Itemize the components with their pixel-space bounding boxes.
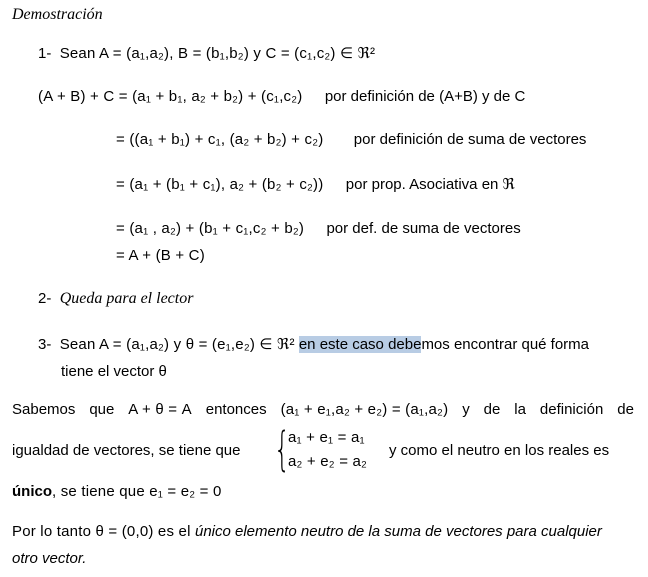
- proof-step-3-expr: = (a₁ + (b₁ + c₁), a₂ + (b₂ + c₂)): [116, 176, 324, 193]
- highlighted-text: en este caso debe: [298, 336, 422, 353]
- paragraph-4-italic: único elemento neutro de la suma de vectores para cualquier: [194, 523, 602, 540]
- paragraph-3-rest: , se tiene que e₁ = e₂ = 0: [52, 483, 222, 500]
- paragraph-4-line-2: [12, 549, 86, 569]
- proof-step-1-expr: (A + B) + C = (a₁ + b₁, a₂ + b₂) + (c₁,c₂): [38, 88, 303, 105]
- proof-step-3-reason: por prop. Asociativa en ℜ: [345, 176, 515, 193]
- heading: Demostración: [12, 6, 103, 23]
- paragraph-4-lead: Por lo tanto θ = (0,0) es el: [12, 523, 195, 540]
- proof-step-3: [116, 175, 515, 195]
- proof-step-1: [38, 87, 525, 107]
- para-1-word: de: [617, 401, 634, 418]
- para-1-math: A + θ = A: [128, 401, 192, 418]
- para-1-word: de: [483, 401, 501, 418]
- para-1-word: y: [462, 401, 470, 418]
- bold-word: único: [12, 483, 52, 500]
- paragraph-4-line-2-text: otro vector.: [12, 550, 87, 567]
- item-2-number: 2-: [38, 290, 52, 307]
- paragraph-2-lead: [12, 441, 241, 461]
- item-3-text-b: mos encontrar qué forma: [421, 336, 590, 353]
- proof-step-2-reason: por definición de suma de vectores: [353, 131, 587, 148]
- proof-step-2-expr: = ((a₁ + b₁) + c₁, (a₂ + b₂) + c₂): [116, 131, 324, 148]
- paragraph-2-lead-text: igualdad de vectores, se tiene que: [12, 442, 241, 459]
- paragraph-3: [12, 482, 222, 502]
- proof-step-4-expr: = (a₁ , a₂) + (b₁ + c₁,c₂ + b₂): [116, 220, 305, 237]
- item-2: [38, 289, 193, 309]
- proof-step-5: [116, 246, 205, 266]
- proof-step-4: [116, 219, 521, 239]
- paragraph-2-tail-text: y como el neutro en los reales es: [389, 442, 610, 459]
- left-brace-icon: {: [274, 422, 291, 476]
- proof-step-1-reason: por definición de (A+B) y de C: [324, 88, 526, 105]
- item-2-text: Queda para el lector: [59, 290, 194, 307]
- item-1-number: 1-: [38, 45, 52, 62]
- paragraph-2-tail: [389, 441, 609, 461]
- paragraph-4-line-1: [12, 522, 602, 542]
- para-1-word: definición: [539, 401, 604, 418]
- para-1-word: Sabemos: [12, 401, 76, 418]
- para-1-math: (a₁ + e₁,a₂ + e₂) = (a₁,a₂): [280, 401, 449, 418]
- item-1-text: Sean A = (a₁,a₂), B = (b₁,b₂) y C = (c₁,c₂) ∈ ℜ²: [59, 45, 376, 62]
- para-1-word: la: [514, 401, 526, 418]
- para-1-word: que: [89, 401, 115, 418]
- item-1: [38, 44, 375, 64]
- proof-step-4-reason: por def. de suma de vectores: [326, 220, 521, 237]
- system-equation-1: a₁ + e₁ = a₁: [288, 429, 365, 446]
- paragraph-1: [12, 400, 634, 420]
- item-3-line-2-text: tiene el vector θ: [61, 363, 167, 380]
- item-3-line-2: [61, 362, 167, 382]
- system-equation-2: a₂ + e₂ = a₂: [288, 453, 368, 470]
- proof-step-2: [116, 130, 586, 150]
- item-3-text-a: Sean A = (a₁,a₂) y θ = (e₁,e₂) ∈ ℜ²: [59, 336, 295, 353]
- equation-system: [274, 422, 384, 476]
- proof-step-5-expr: = A + (B + C): [116, 247, 205, 264]
- para-1-word: entonces: [205, 401, 267, 418]
- item-3-number: 3-: [38, 336, 52, 353]
- item-3-line-1: [38, 335, 589, 355]
